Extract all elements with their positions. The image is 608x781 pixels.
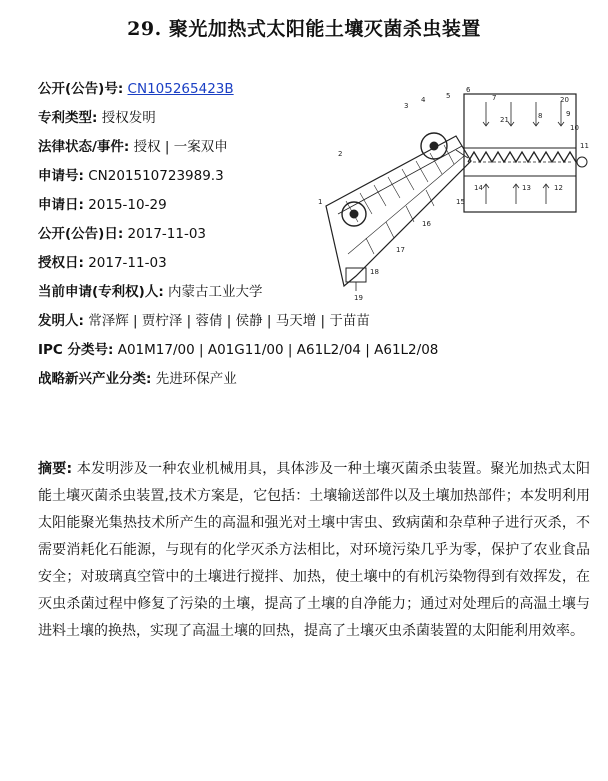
svg-text:4: 4: [421, 96, 426, 104]
field-industry: [38, 369, 237, 389]
field-label: 授权日:: [38, 255, 84, 271]
svg-text:11: 11: [580, 142, 589, 150]
field-assignee: [38, 282, 263, 302]
svg-text:6: 6: [466, 86, 471, 94]
field-label: 战略新兴产业分类:: [38, 371, 152, 387]
abstract: [38, 456, 590, 645]
svg-text:2: 2: [338, 150, 343, 158]
svg-text:18: 18: [370, 268, 379, 276]
abstract-text: 本发明涉及一种农业机械用具，具体涉及一种土壤灭菌杀虫装置。聚光加热式太阳能土壤灭菌杀虫装置,技术方案是，它包括：土壤输送部件以及土壤加热部件；本发明利用太阳能聚光集热技术所产生的高温和强光对土壤中害虫、致病菌和杂草种子进行灭杀，不需要消耗化石能源，与现有的化学灭杀方法相比，对环境污染几乎为零，保护了农业食品安全；对玻璃真空管中的土壤进行搅拌、加热，使土壤中的有机污染物得到有效挥发，在灭虫杀菌过程中修复了污染的土壤，提高了土壤的自净能力；通过对处理后的高温土壤与进料土壤的换热，实现了高温土壤的回热，提高了土壤灭虫杀菌装置的太阳能利用效率。: [38, 461, 590, 639]
field-label: IPC 分类号:: [38, 342, 114, 358]
field-label: 申请日:: [38, 197, 84, 213]
inclined-conveyor: [326, 133, 471, 291]
field-value: 2017-11-03: [88, 255, 167, 271]
field-value: CN201510723989.3: [88, 168, 224, 184]
abstract-label: 摘要:: [38, 461, 73, 477]
field-value: A01M17/00 | A01G11/00 | A61L2/04 | A61L2/08: [117, 342, 439, 358]
field-label: 法律状态/事件:: [38, 139, 130, 155]
field-label: 发明人:: [38, 313, 84, 329]
svg-text:8: 8: [538, 112, 543, 120]
field-label: 申请号:: [38, 168, 84, 184]
field-patent-type: [38, 108, 156, 128]
field-label: 当前申请(专利权)人:: [38, 284, 164, 300]
field-pub-date: [38, 224, 206, 244]
field-grant-date: [38, 253, 167, 273]
page-title: 29. 聚光加热式太阳能土壤灭菌杀虫装置: [127, 18, 481, 40]
svg-text:7: 7: [492, 94, 497, 102]
svg-text:19: 19: [354, 294, 363, 302]
field-value: 2015-10-29: [88, 197, 167, 213]
field-value: 常泽辉 | 贾柠泽 | 蓉倩 | 侯静 | 马天增 | 于苗苗: [88, 313, 370, 329]
svg-text:5: 5: [446, 92, 451, 100]
field-label: 公开(公告)日:: [38, 226, 124, 242]
field-value: 授权 | 一案双申: [133, 139, 228, 155]
field-ipc: [38, 340, 438, 360]
field-app-date: [38, 195, 167, 215]
field-legal-status: [38, 137, 228, 157]
field-label: 专利类型:: [38, 110, 98, 126]
field-value: 2017-11-03: [127, 226, 207, 242]
svg-text:20: 20: [560, 96, 569, 104]
field-inventors: [38, 311, 370, 331]
svg-text:14: 14: [474, 184, 483, 192]
svg-text:21: 21: [500, 116, 509, 124]
svg-text:15: 15: [456, 198, 465, 206]
field-value: 授权发明: [101, 110, 156, 126]
pub-no-link[interactable]: CN105265423B: [127, 81, 234, 97]
field-label: 公开(公告)号:: [38, 81, 124, 97]
svg-text:16: 16: [422, 220, 431, 228]
svg-text:1: 1: [318, 198, 323, 206]
svg-text:13: 13: [522, 184, 531, 192]
svg-text:12: 12: [554, 184, 563, 192]
svg-text:3: 3: [404, 102, 409, 110]
field-app-no: [38, 166, 224, 186]
svg-text:10: 10: [570, 124, 579, 132]
svg-text:17: 17: [396, 246, 405, 254]
svg-text:9: 9: [566, 110, 571, 118]
patent-diagram: [316, 86, 596, 306]
field-value: 内蒙古工业大学: [168, 284, 263, 300]
field-pub-no: [38, 79, 234, 99]
field-value: 先进环保产业: [155, 371, 237, 387]
